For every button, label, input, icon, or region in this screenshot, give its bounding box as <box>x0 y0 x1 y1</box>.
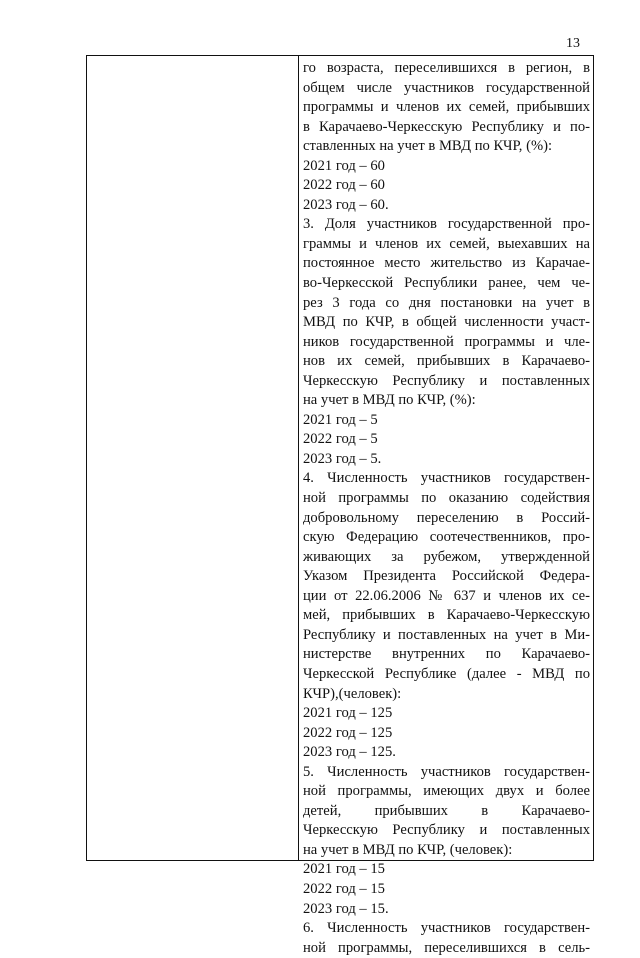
text-line: 2023 год – 5. <box>303 450 382 467</box>
text-line: 2022 год – 5 <box>303 431 378 448</box>
text-line: 2023 год – 125. <box>303 744 396 761</box>
text-line: го возраста, переселившихся в регион, в <box>303 60 590 76</box>
table-left-cell <box>87 56 299 860</box>
text-line: 5. Численность участников государствен- <box>303 763 590 780</box>
text-line: 2021 год – 125 <box>303 705 393 722</box>
text-line: 2021 год – 5 <box>303 411 378 428</box>
text-line: граммы и членов их семей, выехавших на <box>303 235 590 252</box>
text-line: МВД по КЧР, в общей численности участ- <box>303 314 590 331</box>
text-line: на учет в МВД по КЧР, (человек): <box>303 841 513 858</box>
text-line: 2022 год – 60 <box>303 177 385 194</box>
table-right-cell <box>299 56 594 956</box>
text-line: скую Федерацию соотечественников, про- <box>303 529 590 546</box>
text-line: 2023 год – 60. <box>303 196 389 213</box>
text-line: Черкесскую Республику и поставленных <box>303 372 590 389</box>
text-line: ной программы по оказанию содействия <box>303 490 590 507</box>
indicators-table <box>86 55 594 956</box>
text-line: ставленных на учет в МВД по КЧР, (%): <box>303 138 553 155</box>
text-line: на учет в МВД по КЧР, (%): <box>303 392 476 409</box>
text-line: рез 3 года со дня постановки на учет в <box>303 294 590 311</box>
text-line: ции от 22.06.2006 № 637 и членов их се- <box>303 587 590 604</box>
text-line: 2021 год – 15 <box>303 861 385 878</box>
text-line: программы и членов их семей, прибывших <box>303 99 590 116</box>
text-line: КЧР),(человек): <box>303 685 402 702</box>
text-line: ной программы, имеющих двух и более <box>303 783 590 800</box>
text-line: 2023 год – 15. <box>303 900 389 917</box>
text-line: 2021 год – 60 <box>303 157 385 174</box>
text-line: во-Черкесской Республики ранее, чем че- <box>303 275 590 292</box>
text-line: Республику и поставленных на учет в Ми- <box>303 626 590 643</box>
text-line: Черкесской Республике (далее - МВД по <box>303 665 590 682</box>
text-line: мей, прибывших в Карачаево-Черкесскую <box>303 607 590 624</box>
text-line: 2022 год – 125 <box>303 724 393 741</box>
text-line: ников государственной программы и чле- <box>303 333 590 350</box>
text-line: нистерстве внутренних по Карачаево- <box>303 646 590 663</box>
text-line: нов их семей, прибывших в Карачаево- <box>303 353 590 370</box>
text-line: 4. Численность участников государствен- <box>303 470 590 487</box>
text-line: 2022 год – 15 <box>303 880 385 897</box>
text-line: в Карачаево-Черкесскую Республику и по- <box>303 118 590 135</box>
text-line: ной программы, переселившихся в сель- <box>303 939 590 956</box>
text-line: Черкесскую Республику и поставленных <box>303 822 590 839</box>
page-number: 13 <box>566 36 580 51</box>
text-line: живающих за рубежом, утвержденной <box>303 548 590 565</box>
text-line: Указом Президента Российской Федера- <box>303 568 590 585</box>
text-line: 3. Доля участников государственной про- <box>303 216 590 233</box>
text-line: постоянное место жительство из Карачае- <box>303 255 590 272</box>
text-line: добровольному переселению в Россий- <box>303 509 590 526</box>
text-line: 6. Численность участников государствен- <box>303 920 590 937</box>
text-line: детей, прибывших в Карачаево- <box>303 802 590 819</box>
text-line: общем числе участников государственной <box>303 79 590 96</box>
